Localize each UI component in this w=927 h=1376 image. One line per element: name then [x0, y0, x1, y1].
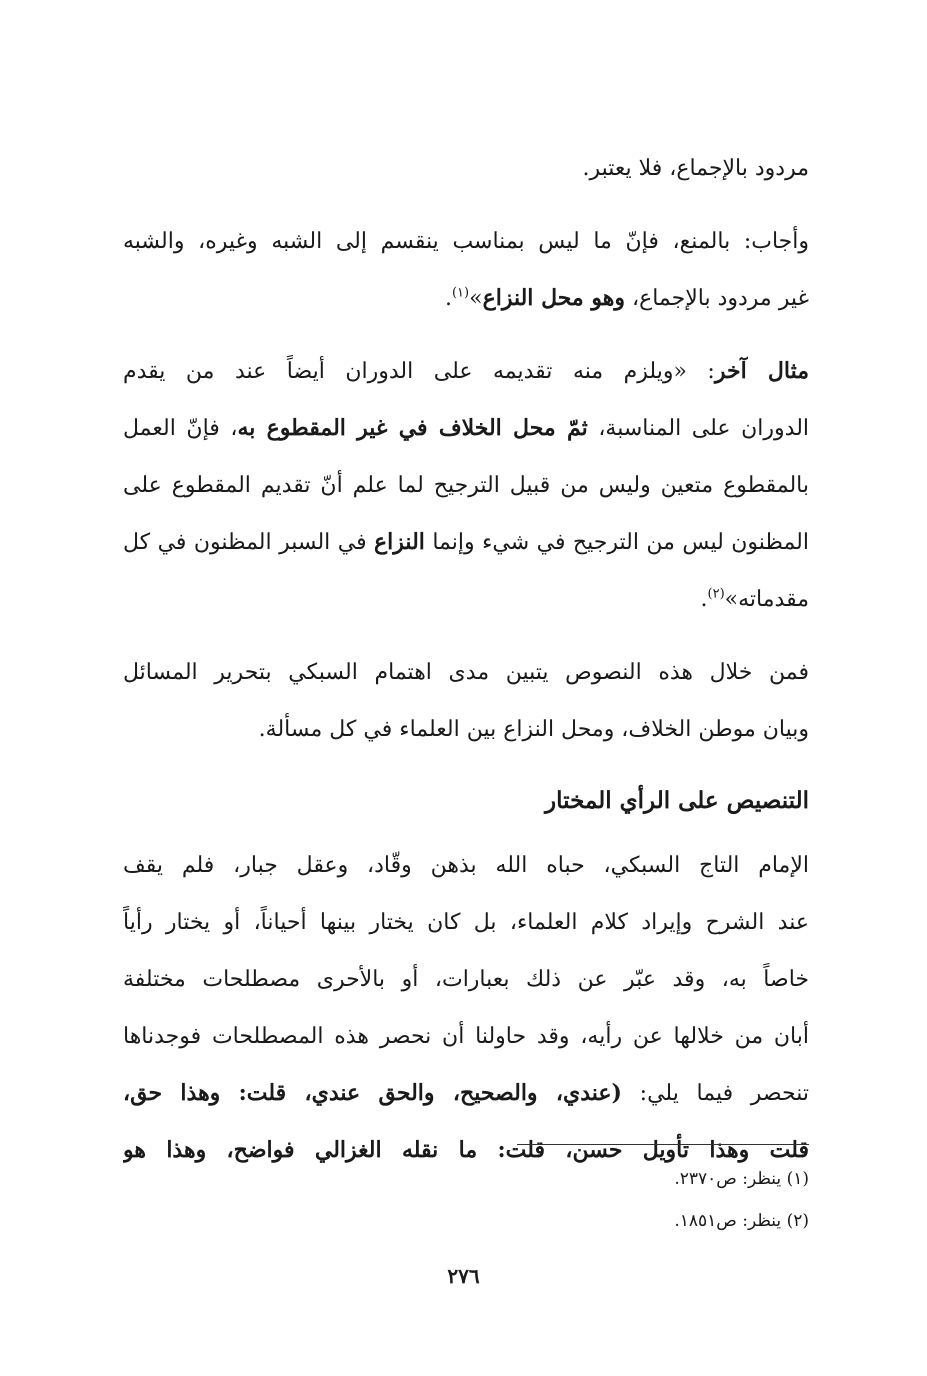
- text-line: فمن خلال هذه النصوص يتبين مدى اهتمام السبكي بتحرير المسائل: [123, 660, 809, 685]
- bold-text: مثال آخر: [714, 358, 809, 384]
- text-run: تنحصر فيما يلي:: [621, 1081, 809, 1106]
- text-line: [123, 270, 809, 327]
- text-line: الإمام التاج السبكي، حباه الله بذهن وقّاد، وعقل جبار، فلم يقف: [123, 853, 809, 878]
- bold-text: (عندي، والصحيح، والحق عندي، قلت: وهذا حق،: [123, 1080, 622, 1106]
- footnote-ref-2[interactable]: (٢): [707, 586, 725, 602]
- text-run: »: [469, 286, 483, 311]
- section-heading: التنصيص على الرأي المختار: [545, 787, 809, 814]
- text-run: .: [444, 286, 452, 311]
- text-line: [123, 1065, 809, 1122]
- paragraph-2: [123, 213, 809, 327]
- bold-text: قلت وهذا تأويل حسن، قلت: ما نقله الغزالي فواضح، وهذا هو: [123, 1137, 809, 1163]
- text-run: ، فإنّ العمل: [123, 416, 238, 441]
- footnotes: [517, 1158, 809, 1242]
- footnote-ref-1[interactable]: (١): [451, 285, 470, 301]
- footnote-1: (١) ينظر: ص٢٣٧٠.: [674, 1169, 809, 1189]
- text-run: غير مردود بالإجماع،: [624, 286, 809, 311]
- paragraph-3: [123, 343, 809, 628]
- footnote-2: (٢) ينظر: ص١٨٥١.: [674, 1211, 809, 1231]
- footnote-divider: [517, 1144, 809, 1145]
- text-line: عند الشرح وإيراد كلام العلماء، بل كان يختار بينها أحياناً، أو يختار رأياً: [123, 910, 809, 935]
- text-line: [123, 343, 809, 400]
- text-line: [123, 571, 809, 628]
- text-line: وأجاب: بالمنع، فإنّ ما ليس بمناسب ينقسم إلى الشبه وغيره، والشبه: [123, 229, 809, 254]
- text-line: خاصاً به، وقد عبّر عن ذلك بعبارات، أو بالأحرى مصطلحات مختلفة: [123, 967, 809, 992]
- text-line: وبيان موطن الخلاف، ومحل النزاع بين العلماء في كل مسألة.: [258, 717, 809, 742]
- paragraph-4: [123, 644, 809, 758]
- paragraph-5: [123, 837, 809, 1179]
- text-line: [123, 514, 809, 571]
- text-run: مقدماته»: [724, 587, 809, 612]
- bold-text: النزاع: [374, 529, 425, 555]
- bold-text: ثمّ محل الخلاف في غير المقطوع به: [237, 415, 588, 441]
- text-line: أبان من خلالها عن رأيه، وقد حاولنا أن نحصر هذه المصطلحات فوجدناها: [123, 1024, 809, 1049]
- text-run: .: [700, 587, 708, 612]
- text-run: في السبر المظنون في كل: [123, 530, 375, 555]
- paragraph-1: [123, 140, 809, 197]
- text-run: : «ويلزم منه تقديمه على الدوران أيضاً عند من يقدم: [123, 359, 715, 384]
- text-run: الدوران على المناسبة،: [587, 416, 809, 441]
- page-number: ٢٧٦: [447, 1264, 480, 1288]
- bold-text: وهو محل النزاع: [482, 285, 625, 311]
- text-run: المظنون ليس من الترجيح في شيء وإنما: [424, 530, 809, 555]
- text-line: [123, 400, 809, 457]
- text-line: مردود بالإجماع، فلا يعتبر.: [582, 156, 809, 181]
- text-line: بالمقطوع متعين وليس من قبيل الترجيح لما علم أنّ تقديم المقطوع على: [123, 473, 809, 498]
- main-text: [123, 140, 809, 1179]
